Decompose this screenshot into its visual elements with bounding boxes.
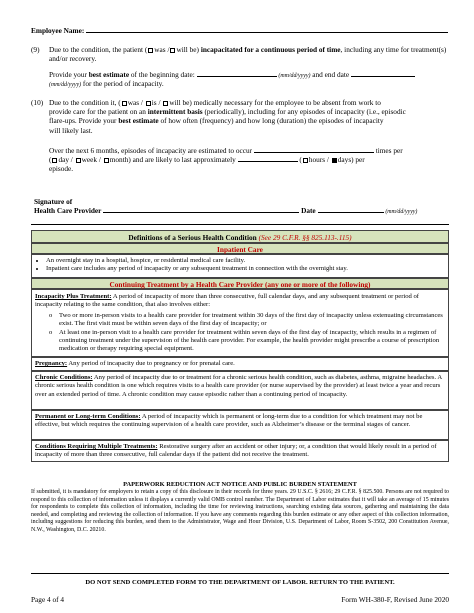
employee-name-field[interactable] bbox=[86, 26, 448, 33]
definitions-header: Definitions of a Serious Health Condition (See 29 C.F.R. §§ 825.113-.115) bbox=[31, 230, 449, 243]
days-checkbox[interactable] bbox=[332, 158, 337, 163]
question-9-dates: Provide your best estimate of the beginning date: (mm/dd/yyyy) and end date bbox=[49, 70, 449, 80]
form-number: Form WH-380-F, Revised June 2020 bbox=[341, 595, 449, 604]
week-checkbox[interactable] bbox=[76, 158, 81, 163]
hours-checkbox[interactable] bbox=[303, 158, 308, 163]
signature-label: Signature of bbox=[34, 197, 73, 206]
signature-row: Health Care Provider Date (mm/dd/yyyy) bbox=[34, 206, 418, 215]
will-be-checkbox[interactable] bbox=[163, 101, 168, 106]
list-item: • Inpatient care includes any period of incapacity or any subsequent treatment in connection with the overnight stay. bbox=[46, 265, 446, 273]
question-9-tail: (mm/dd/yyyy) for the period of incapacity. bbox=[49, 79, 164, 88]
signature-date-field[interactable] bbox=[318, 206, 384, 213]
list-item: • An overnight stay in a hospital, hospice, or residential medical care facility. bbox=[46, 257, 446, 265]
will-be-checkbox[interactable] bbox=[170, 48, 175, 53]
section-divider bbox=[31, 224, 449, 225]
beginning-date-field[interactable] bbox=[197, 70, 277, 77]
chronic-conditions-box: Chronic Conditions: Any period of incapacity due to or treatment for a chronic serious health condition, such as diabetes, asthma, migraine headaches. A chronic serious health condition is one which requires visits to a health care provider (or nurse supervised by the provider) at least twice a year and recurs over an extended period of time. A chronic condition may cause episodic rather than a continuing period of incapacity. bbox=[31, 371, 449, 410]
pregnancy-box: Pregnancy: Any period of incapacity due to pregnancy or for prenatal care. bbox=[31, 357, 449, 371]
month-checkbox[interactable] bbox=[104, 158, 109, 163]
question-9-number: (9) bbox=[31, 45, 40, 54]
list-item: o Two or more in-person visits to a health care provider for treatment within 30 days of the first day of incapacity unless extenuating circumstances exist. The first visit must be within seven days of the first day of incapacity; or bbox=[49, 312, 445, 329]
footer-divider bbox=[31, 573, 449, 574]
permanent-conditions-box: Permanent or Long-term Conditions: A period of incapacity which is permanent or long-term due to a condition for which treatment may not be effective, but which requires the continuing supervision of a health care provider, such as Alzheimer’s disease or the terminal stages of cancer. bbox=[31, 410, 449, 440]
paperwork-body: If submitted, it is mandatory for employers to retain a copy of this disclosure in their records for three years. 29 U.S.C. § 2616; 29 C.F.R. § 825.500. Persons are not required to respond to this collection of information unless it displays a currently valid OMB control number. The Department of Labor estimates that it will take an average of 15 minutes for respondents to complete this collection of information, including the time for reviewing instructions, searching existing data sources, gathering and maintaining the data needed, and completing and reviewing the collection of information. If you have any comments regarding this burden estimate or any other aspect of this collection information, including suggestions for reducing this burden, send them to the Administrator, Wage and Hour Division, U.S. Department of Labor, Room S-3502, 200 Constitution Avenue, N.W., Washington, D.C. 20210. bbox=[31, 489, 449, 533]
was-checkbox[interactable] bbox=[148, 48, 153, 53]
was-checkbox[interactable] bbox=[122, 101, 127, 106]
incapacity-plus-treatment-box: Incapacity Plus Treatment: A period of incapacity of more than three consecutive, full calendar days, and any subsequent treatment or period of incapacity relating to the same condition, that also involves either: o Two or more in-person visits to a health care provider for treatment within 30 days of the first day of incapacity unless extenuating circumstances exist. The first visit must be within seven days of the first day of incapacity; or o At least one in-person visit to a health care provider for treatment within seven days of the first day of incapacity, which results in a regimen of continuing treatment under the supervision of the health care provider. For example, the health provider might prescribe a course of prescription medication or therapy requiring special equipment. bbox=[31, 289, 449, 357]
list-item: o At least one in-person visit to a health care provider for treatment within seven days of the first day of incapacity, which results in a regimen of continuing treatment under the supervision of the health care provider. For example, the health provider might prescribe a course of prescription medication or therapy requiring special equipment. bbox=[49, 329, 445, 354]
is-checkbox[interactable] bbox=[146, 101, 151, 106]
frequency-field[interactable] bbox=[254, 146, 374, 153]
day-checkbox[interactable] bbox=[52, 158, 57, 163]
continuing-treatment-header: Continuing Treatment by a Health Care Provider (any one or more of the following) bbox=[31, 278, 449, 289]
inpatient-care-header: Inpatient Care bbox=[31, 243, 449, 254]
question-10-frequency: Over the next 6 months, episodes of incapacity are estimated to occur times per ( day / week / month) and are likely to last approximately ( hours / days) per episode. bbox=[49, 146, 403, 174]
employee-name-row bbox=[31, 26, 449, 35]
page-number: Page 4 of 4 bbox=[31, 595, 65, 604]
duration-field[interactable] bbox=[238, 155, 298, 162]
multiple-treatments-box: Conditions Requiring Multiple Treatments: Restorative surgery after an accident or other injury; or, a condition that would likely result in a period of incapacity of more than three consecutive, full calendar days if the patient did not receive the treatment. bbox=[31, 440, 449, 462]
return-notice: DO NOT SEND COMPLETED FORM TO THE DEPARTMENT OF LABOR. RETURN TO THE PATIENT. bbox=[85, 579, 395, 586]
question-10-text: Due to the condition it, ( was / is / will be) medically necessary for the employee to be absent from work to provide care for the patient on an intermittent basis (periodically), including for any episodes of incapacity (i.e., episodic flare-ups. Provide your best estimate of how often (frequency) and how long (duration) the episodes of incapacity will likely last. bbox=[49, 98, 406, 135]
paperwork-title: PAPERWORK REDUCTION ACT NOTICE AND PUBLIC BURDEN STATEMENT bbox=[123, 481, 357, 488]
end-date-field[interactable] bbox=[351, 70, 415, 77]
signature-field[interactable] bbox=[103, 206, 299, 213]
question-9-text: Due to the condition, the patient ( was / will be) incapacitated for a continuous period of time, including any time for treatment(s) and/or recovery. bbox=[49, 45, 447, 64]
employee-name-label: Employee Name: bbox=[31, 26, 85, 35]
question-10-number: (10) bbox=[31, 98, 44, 107]
inpatient-care-box bbox=[31, 254, 449, 278]
